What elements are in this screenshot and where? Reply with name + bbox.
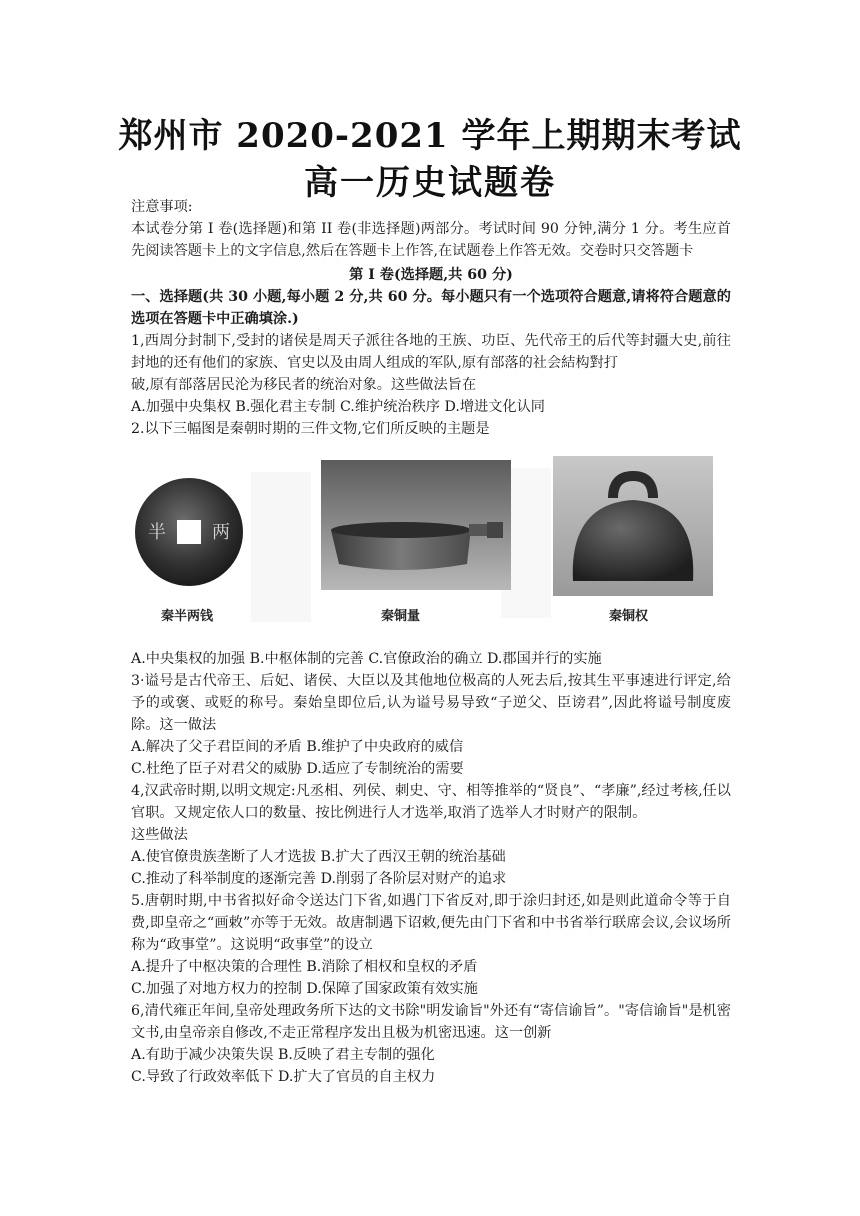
q4-stem: 4,汉武帝时期,以明文规定:凡丞相、列侯、刺史、守、相等推举的“贤良”、“孝廉”,经过考核,任以官职。又规定依人口的数量、按比例进行人才选举,取消了选举人才时财产的限制。 bbox=[131, 783, 731, 821]
notice-text: 本试卷分第 I 卷(选择题)和第 II 卷(非选择题)两部分。考试时间 90 分钟,满分 1 分。考生应首先阅读答题卡上的文字信息,然后在答题卡上作答,在试题卷上作答无效。交卷时只交答题卡 bbox=[131, 221, 731, 259]
caption-weight: 秦铜权 bbox=[609, 609, 649, 624]
q3-stem: 3·谥号是古代帝王、后妃、诸侯、大臣以及其他地位极高的人死去后,按其生平事速进行评定,给予的或褒、或贬的称号。秦始皇即位后,认为谥号易导致“子逆父、臣谤君”,因此将谥号制度废除。这一做法 bbox=[131, 673, 731, 733]
q3-options-ab: A.解决了父子君臣间的矛盾 B.维护了中央政府的威信 bbox=[131, 739, 464, 755]
coin-char-right: 两 bbox=[212, 522, 230, 543]
notice-heading: 注意事项: bbox=[131, 199, 193, 215]
section-heading: 一、选择题(共 30 小题,每小题 2 分,共 60 分。每小题只有一个选项符合题意,请将符合题意的选项在答题卡中正确填涂.) bbox=[131, 289, 731, 327]
exam-body bbox=[131, 196, 731, 1088]
q2-stem: 2.以下三幅图是秦朝时期的三件文物,它们所反映的主题是 bbox=[131, 421, 490, 437]
weight-image bbox=[553, 456, 713, 603]
q1-options: A.加强中央集权 B.强化君主专制 C.维护统治秩序 D.增进文化认同 bbox=[131, 399, 545, 415]
q4-options-cd: C.推动了科举制度的逐渐完善 D.削弱了各阶层对财产的追求 bbox=[131, 871, 507, 887]
q4-options-ab: A.使官僚贵族垄断了人才选拔 B.扩大了西汉王朝的统治基础 bbox=[131, 849, 506, 865]
q6-options-cd: C.导致了行政效率低下 D.扩大了官员的自主权力 bbox=[131, 1069, 436, 1085]
measure-image bbox=[321, 460, 511, 597]
q5-options-cd: C.加强了对地方权力的控制 D.保障了国家政策有效实施 bbox=[131, 981, 478, 997]
exam-title: 郑州市 2020-2021 学年上期期末考试 bbox=[118, 116, 742, 156]
q1-stem: 1,西周分封制下,受封的诸侯是周天子派往各地的王族、功臣、先代帝王的后代等封疆大史,前往封地的还有他们的家族、官史以及由周人组成的军队,原有部落的社会結构對打 bbox=[131, 333, 731, 371]
q2-options: A.中央集权的加强 B.中枢体制的完善 C.官僚政治的确立 D.郡国并行的实施 bbox=[131, 651, 602, 667]
q3-options-cd: C.杜绝了臣子对君父的威胁 D.适应了专制统治的需要 bbox=[131, 761, 464, 777]
caption-coin: 秦半两钱 bbox=[161, 609, 214, 624]
qin-bronze-measure-icon bbox=[321, 460, 511, 590]
q4-stem-cont: 这些做法 bbox=[131, 827, 188, 843]
caption-measure: 秦铜量 bbox=[381, 609, 421, 624]
q6-stem: 6,清代雍正年间,皇帝处理政务所下达的文书除"明发谕旨"外还有“寄信谕旨”。"寄信谕旨"是机密文书,由皇帝亲自修改,不走正常程序发出且极为机密迅速。这一创新 bbox=[131, 1003, 731, 1041]
coin-char-left: 半 bbox=[148, 522, 166, 543]
part-heading: 第 I 卷(选择题,共 60 分) bbox=[349, 267, 513, 283]
q1-stem-cont: 破,原有部落居民沦为移民者的统治对象。这些做法旨在 bbox=[131, 377, 477, 393]
qin-banliang-coin-icon bbox=[133, 476, 245, 588]
q5-options-ab: A.提升了中枢决策的合理性 B.消除了相权和皇权的矛盾 bbox=[131, 959, 478, 975]
q5-stem: 5.唐朝时期,中书省拟好命令送达门下省,如遇门下省反对,即于涂归封还,如是则此道命令等于自费,即皇帝之“画敕”亦等于无效。故唐制遇下诏敕,便先由门下省和中书省举行联席会议,会议场所称为“政事堂”。这说明“政事堂”的设立 bbox=[131, 893, 731, 953]
q6-options-ab: A.有助于减少决策失误 B.反映了君主专制的强化 bbox=[131, 1047, 435, 1063]
coin-image bbox=[133, 476, 245, 595]
qin-bronze-weight-icon bbox=[553, 456, 713, 596]
exam-subtitle: 高一历史试题卷 bbox=[304, 163, 556, 203]
q2-figures bbox=[131, 450, 731, 648]
